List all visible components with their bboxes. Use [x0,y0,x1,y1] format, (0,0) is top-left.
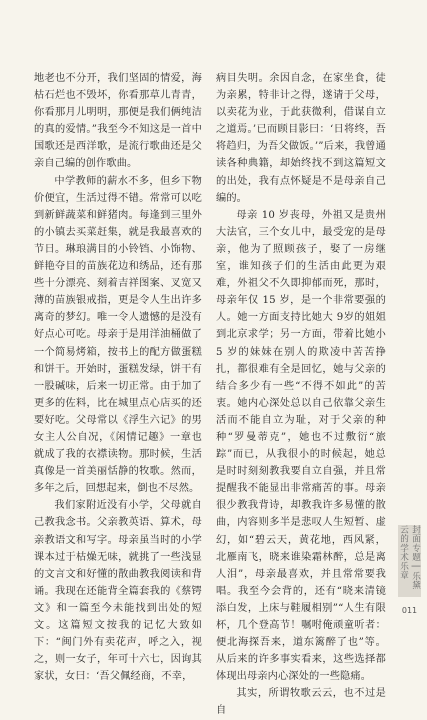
right-text-column [216,70,386,720]
section-tab [398,525,421,597]
paragraph: 中学教师的薪水不多，但乡下物价便宜，生活过得不错。常常可以吃到新鲜蔬菜和鲜猪肉。每逢到三里外的小镇去买菜赶集，就是我最喜欢的节日。琳琅满目的小铃铛、小饰物、鲜艳夺目的苗族花边和绣品，还有那些十分漂亮、刻着吉祥图案、叉宽又薄的苗族银戒指，更是令人生出许多离奇的梦幻。唯一令人遗憾的是没有好点心可吃。母亲于是用洋油桶做了一个简易烤箱，按书上的配方做蛋糕和饼干。开始时，蛋糕发绿，饼干有一股碱味，后来一切正常。由于加了更多的佐料，比在城里点心店买的还要好吃。父母常以《浮生六记》的男女主人公自况，《闲情记趣》一章也就成了我的衣襟读物。那时候，生活真像是一首美丽恬静的牧歌。然而，多年之后，回想起来，倒也不尽然。 [34,175,202,495]
paragraph: 我们家附近没有小学，父母就自己教我念书。父亲教英语、算术，母亲教语文和写字。母亲虽当时的小学课本过于枯燥无味，就挑了一些浅显的文言文和好懂的散曲教我阅读和背诵。我现在还能背全篇套我的《蔡锷文》和一篇至今未能找到出处的短文。这篇短文按我的记忆大致如下：“闽门外有卖花声，呼之入，视之，则一女子，年可十六七，因询其家状，女曰：‘吾父佩经商，不幸， [34,500,202,683]
left-text-column [34,70,202,685]
paragraph: 其实，所谓牧歌云云，也不过是自 [216,688,386,717]
paragraph: 病目失明。余因自念，在家坐食，徒为亲累，特非计之得，遂请于父母，以卖花为业，于此获微利，借谋自立之道焉。’已而顾目影曰：‘日将终，吾将趋归，为吾父做饭。’”后来，我曾通读各种典籍，却始终找不到这篇短文的出处，我有点怀疑是不是母亲自己编的。 [216,73,386,204]
section-tab-label: 封面专题 | 乐黛云的学术乐章 [398,525,421,590]
paragraph: 母亲 10 岁丧母，外祖又是贵州大法官，三个女儿中，最受宠的是母亲，他为了照顾孩子，娶了一房继室，谁知孩子们的生活由此更为艰难，外祖父不久即抑郁而死，那时，母亲年仅 15 岁，是一个非常要强的人。她一方面支持比她大 9岁的姐姐到北京求学；另一方面，带着比她小 5 岁的妹妹在别人的欺凌中苦苦挣扎，都很难有全是回忆，她与父亲的结合多少有一些“不得不如此”的苦衷。她内心深处总以自己依靠父亲生活而不能自立为耻，对于父亲的种种“罗曼蒂克”，她也不过敷衍“旅踪”而已，从我很小的时候起，她总是时时刻刻教我要自立自强，并且常提醒我不能显出非常痛苦的事。母亲很少教我背诗，却教我许多易懂的散曲，内容则多半是悲叹人生短暂、虚幻，如“碧云天，黄花地，西风紧，北雁南飞，晓来谁染霜林醉，总是离人泪”，母亲最喜欢，并且常常要我唱。我至今会背的，还有“晓来清镜添白发，上床与鞋履相别”“人生有限杯，几个登高节！嘱咐俺顽童听者：便北海探吾来，道东篱醉了也”等。从后来的许多事实看来，这些选择都体现出母亲内心深处的一些隐痛。 [216,209,386,683]
page-number: 011 [401,606,418,615]
paragraph: 地老也不分开，我们坚固的情爱，海枯石烂也不毁坏，你看那草儿青青，你看那月儿明明，那便是我们俩纯洁的真的爱情。”我至今不知这是一首中国歌还是西洋歌，是流行歌曲还是父亲自己编的创作歌曲。 [34,73,202,170]
